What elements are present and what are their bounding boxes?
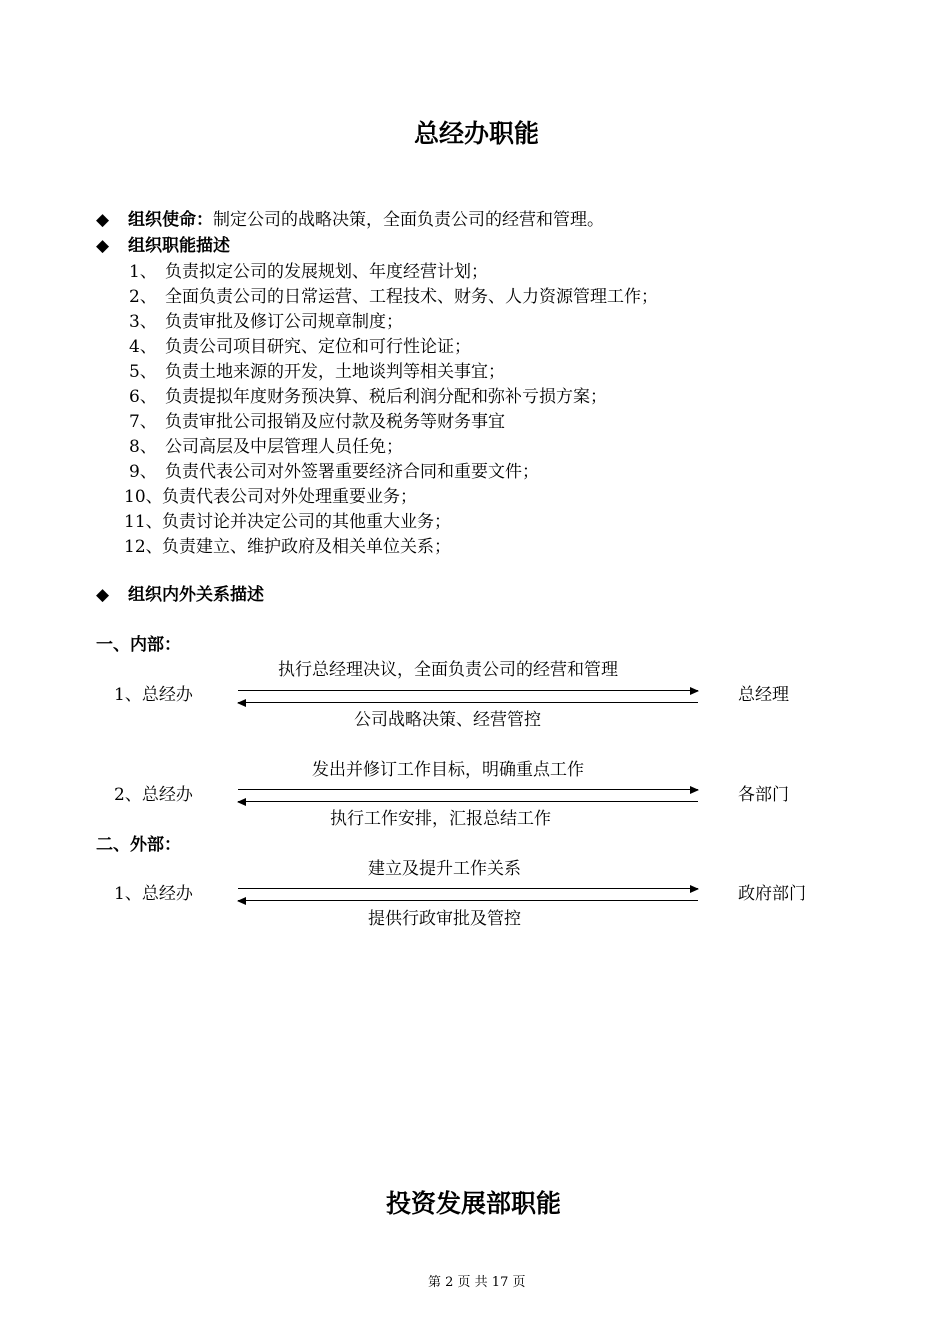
duty-item: 1、 负责拟定公司的发展规划、年度经营计划； — [129, 262, 488, 282]
duties-heading: 组织职能描述 — [128, 236, 230, 256]
relation-from: 1、总经办 — [114, 685, 193, 705]
relation-to: 总经理 — [738, 685, 789, 705]
duty-item: 7、 负责审批公司报销及应付款及税务等财务事宜 — [129, 412, 505, 432]
relation-forward-label: 发出并修订工作目标，明确重点工作 — [312, 760, 584, 780]
relation-back-label: 提供行政审批及管控 — [368, 909, 521, 929]
relation-to: 政府部门 — [738, 884, 806, 904]
arrow-left-icon — [238, 801, 698, 802]
duties-heading-line — [96, 231, 230, 256]
duty-item: 5、 负责土地来源的开发，土地谈判等相关事宜； — [129, 362, 505, 382]
duty-item: 3、 负责审批及修订公司规章制度； — [129, 312, 403, 332]
arrow-right-icon — [238, 888, 698, 889]
relation-back-label: 公司战略决策、经营管控 — [354, 710, 541, 730]
relations-heading: 组织内外关系描述 — [128, 585, 264, 605]
external-heading: 二、外部： — [96, 835, 181, 855]
diamond-bullet-icon: ◆ — [96, 236, 110, 256]
page-footer: 第 2 页 共 17 页 — [428, 1275, 526, 1290]
duty-item: 11、负责讨论并决定公司的其他重大业务； — [124, 512, 451, 532]
arrow-right-icon — [238, 789, 698, 790]
diamond-bullet-icon: ◆ — [96, 210, 110, 230]
duty-item: 6、 负责提拟年度财务预决算、税后利润分配和弥补亏损方案； — [129, 387, 607, 407]
duty-item: 2、 全面负责公司的日常运营、工程技术、财务、人力资源管理工作； — [129, 287, 658, 307]
diamond-bullet-icon: ◆ — [96, 585, 110, 605]
relation-to: 各部门 — [738, 785, 789, 805]
next-section-title: 投资发展部职能 — [386, 1189, 562, 1218]
relation-back-label: 执行工作安排，汇报总结工作 — [330, 809, 551, 829]
arrow-left-icon — [238, 900, 698, 901]
relations-heading-line — [96, 580, 264, 605]
duty-item: 12、负责建立、维护政府及相关单位关系； — [124, 537, 451, 557]
arrow-left-icon — [238, 702, 698, 703]
duty-item: 8、 公司高层及中层管理人员任免； — [129, 437, 403, 457]
relation-forward-label: 建立及提升工作关系 — [368, 859, 521, 879]
duty-item: 9、 负责代表公司对外签署重要经济合同和重要文件； — [129, 462, 539, 482]
mission-label: 组织使命： — [128, 210, 213, 230]
relation-from: 1、总经办 — [114, 884, 193, 904]
arrow-right-icon — [238, 690, 698, 691]
mission-line — [96, 205, 604, 230]
relation-forward-label: 执行总经理决议，全面负责公司的经营和管理 — [278, 660, 618, 680]
duty-item: 10、负责代表公司对外处理重要业务； — [124, 487, 417, 507]
internal-heading: 一、内部： — [96, 635, 181, 655]
page-title: 总经办职能 — [414, 119, 540, 148]
relation-from: 2、总经办 — [114, 785, 193, 805]
mission-text: 制定公司的战略决策，全面负责公司的经营和管理。 — [213, 210, 604, 230]
duty-item: 4、 负责公司项目研究、定位和可行性论证； — [129, 337, 471, 357]
